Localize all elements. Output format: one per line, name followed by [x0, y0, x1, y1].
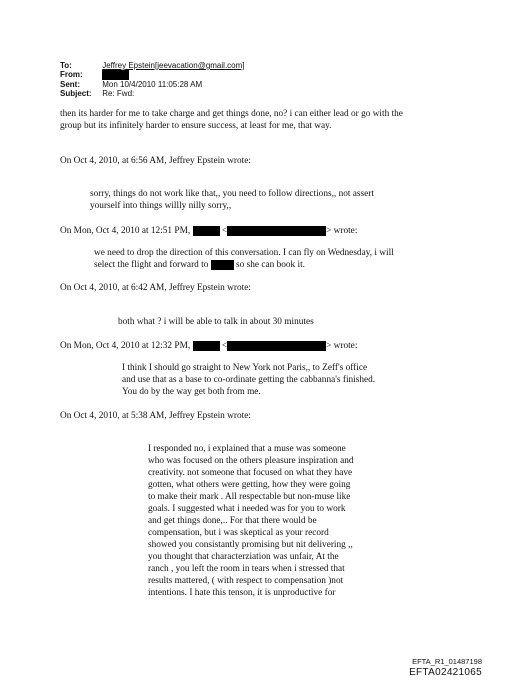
quote5-line: creativity. not someone that focused on what they have — [148, 468, 353, 478]
quote1-line-2: yourself into things willly nilly sorry,, — [90, 201, 232, 211]
subject-value: Re: Fwd: — [102, 89, 135, 98]
redaction-box — [193, 341, 220, 351]
quote2-line-2 — [94, 259, 305, 271]
quote5-line: you thought that characterziation was unfair, At the — [148, 552, 339, 562]
sent-value: Mon 10/4/2010 11:05:28 AM — [102, 80, 203, 89]
quote4-wrote: > wrote: — [326, 341, 358, 351]
to-label: To: — [60, 61, 72, 70]
quote5-line: showed you consistantly promising but nit delivering ,, — [148, 540, 353, 550]
quote5-header: On Oct 4, 2010, at 5:38 AM, Jeffrey Epstein wrote: — [60, 411, 251, 421]
quote4-line-2: and use that as a base to co-ordinate getting the cabbanna's finished. — [122, 375, 376, 385]
quote4-line-3: You do by the way get both from me. — [122, 387, 261, 397]
quote5-line: I responded no, i explained that a muse was someone — [148, 444, 346, 454]
quote5-line: results mattered, ( with respect to compensation )not — [148, 576, 344, 586]
quote1-line-1: sorry, things do not work like that,, you need to follow directions,, not assert — [90, 189, 374, 199]
quote1-header: On Oct 4, 2010, at 6:56 AM, Jeffrey Epstein wrote: — [60, 156, 251, 166]
quote4-line-1: I think I should go straight to New York not Paris,, to Zeff's office — [122, 363, 368, 373]
redaction-box — [211, 260, 234, 270]
redaction-box — [227, 341, 326, 351]
quote2-header — [60, 225, 357, 237]
redaction-box — [227, 226, 326, 236]
quote4-header — [60, 340, 357, 352]
quote2-line-2-start: select the flight and forward to — [94, 260, 209, 270]
quote5-line: goals. I suggested what i needed was for you to work — [148, 504, 346, 514]
quote5-line: ranch , you left the room in tears when i stressed that — [148, 564, 345, 574]
subject-label: Subject: — [60, 89, 92, 98]
quote4-lt: < — [221, 341, 228, 351]
footer-doc-id-small: EFTA_R1_01487198 — [412, 657, 482, 666]
quote2-date: On Mon, Oct 4, 2010 at 12:51 PM, — [60, 226, 191, 236]
quote4-date: On Mon, Oct 4, 2010 at 12:32 PM, — [60, 341, 191, 351]
sent-label: Sent: — [60, 80, 80, 89]
quote5-line: who was focused on the others pleasure inspiration and — [148, 456, 354, 466]
quote5-line: gotten, what others were getting, how they were going — [148, 480, 351, 490]
header-subject-row — [60, 89, 134, 99]
quote5-line: intentions. I hate this tenson, it is unproductive for — [148, 588, 336, 598]
intro-line-2: group but its infinitely harder to ensure success, at least for me, that way. — [60, 121, 332, 131]
intro-line-1: then its harder for me to take charge and get things done, no? i can either lead or go with the — [60, 109, 403, 119]
quote2-lt: < — [221, 226, 228, 236]
footer-doc-id-large: EFTA02421065 — [409, 667, 482, 678]
quote3-line-1: both what ? i will be able to talk in about 30 minutes — [118, 317, 314, 327]
quote2-line-2-end: so she can book it. — [236, 260, 305, 270]
quote5-line: and get things done,.. For that there would be — [148, 516, 317, 526]
redaction-box — [102, 70, 129, 80]
header-from-row — [60, 70, 129, 80]
quote2-wrote: > wrote: — [326, 226, 358, 236]
quote2-line-1: we need to drop the direction of this conversation. I can fly on Wednesday, i will — [94, 248, 394, 258]
to-value: Jeffrey Epstein[jeevacation@gmail.com] — [102, 61, 245, 70]
from-label: From: — [60, 70, 83, 80]
redaction-box — [193, 226, 220, 236]
quote5-line: to make their mark . All respectable but non-muse like — [148, 492, 351, 502]
quote5-line: compensation, but i was skeptical as your record — [148, 528, 329, 538]
quote3-header: On Oct 4, 2010, at 6:42 AM, Jeffrey Epstein wrote: — [60, 283, 251, 293]
